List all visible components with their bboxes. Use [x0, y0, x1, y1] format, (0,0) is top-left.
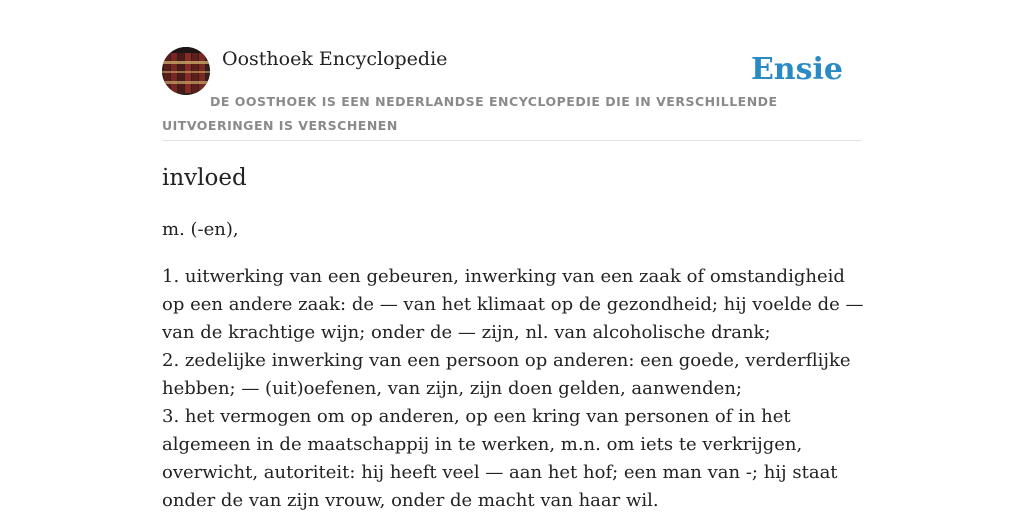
entry-grammar: m. (-en), [162, 219, 239, 240]
definition-item: 1. uitwerking van een gebeuren, inwerking van een zaak of omstandigheid op een andere zaak: de — van het klimaat op de gezondheid; hij voelde de — van de krachtige wijn; onder de — zijn, nl. van alcoholische drank; [162, 266, 864, 343]
avatar[interactable] [162, 47, 210, 95]
header [162, 46, 862, 141]
encyclopedia-books-icon [162, 47, 210, 95]
site-subtitle: DE OOSTHOEK IS EEN NEDERLANDSE ENCYCLOPEDIE DIE IN VERSCHILLENDE UITVOERINGEN IS VERSCHENEN [162, 94, 778, 133]
definition-item: 3. het vermogen om op anderen, op een kring van personen of in het algemeen in de maatschappij in te werken, m.n. om iets te verkrijgen, overwicht, autoriteit: hij heeft veel — aan het hof; een man van -; hij staat onder de van zijn vrouw, onder de macht van haar wil. [162, 406, 838, 511]
brand-logo[interactable]: Ensie [750, 52, 843, 87]
entry-term: invloed [162, 165, 247, 191]
entry-definitions [162, 263, 868, 512]
site-name[interactable]: Oosthoek Encyclopedie [222, 48, 448, 70]
entry-content [162, 162, 868, 512]
definition-item: 2. zedelijke inwerking van een persoon op anderen: een goede, verderflijke hebben; — (uit)oefenen, van zijn, zijn doen gelden, aanwenden; [162, 350, 851, 399]
